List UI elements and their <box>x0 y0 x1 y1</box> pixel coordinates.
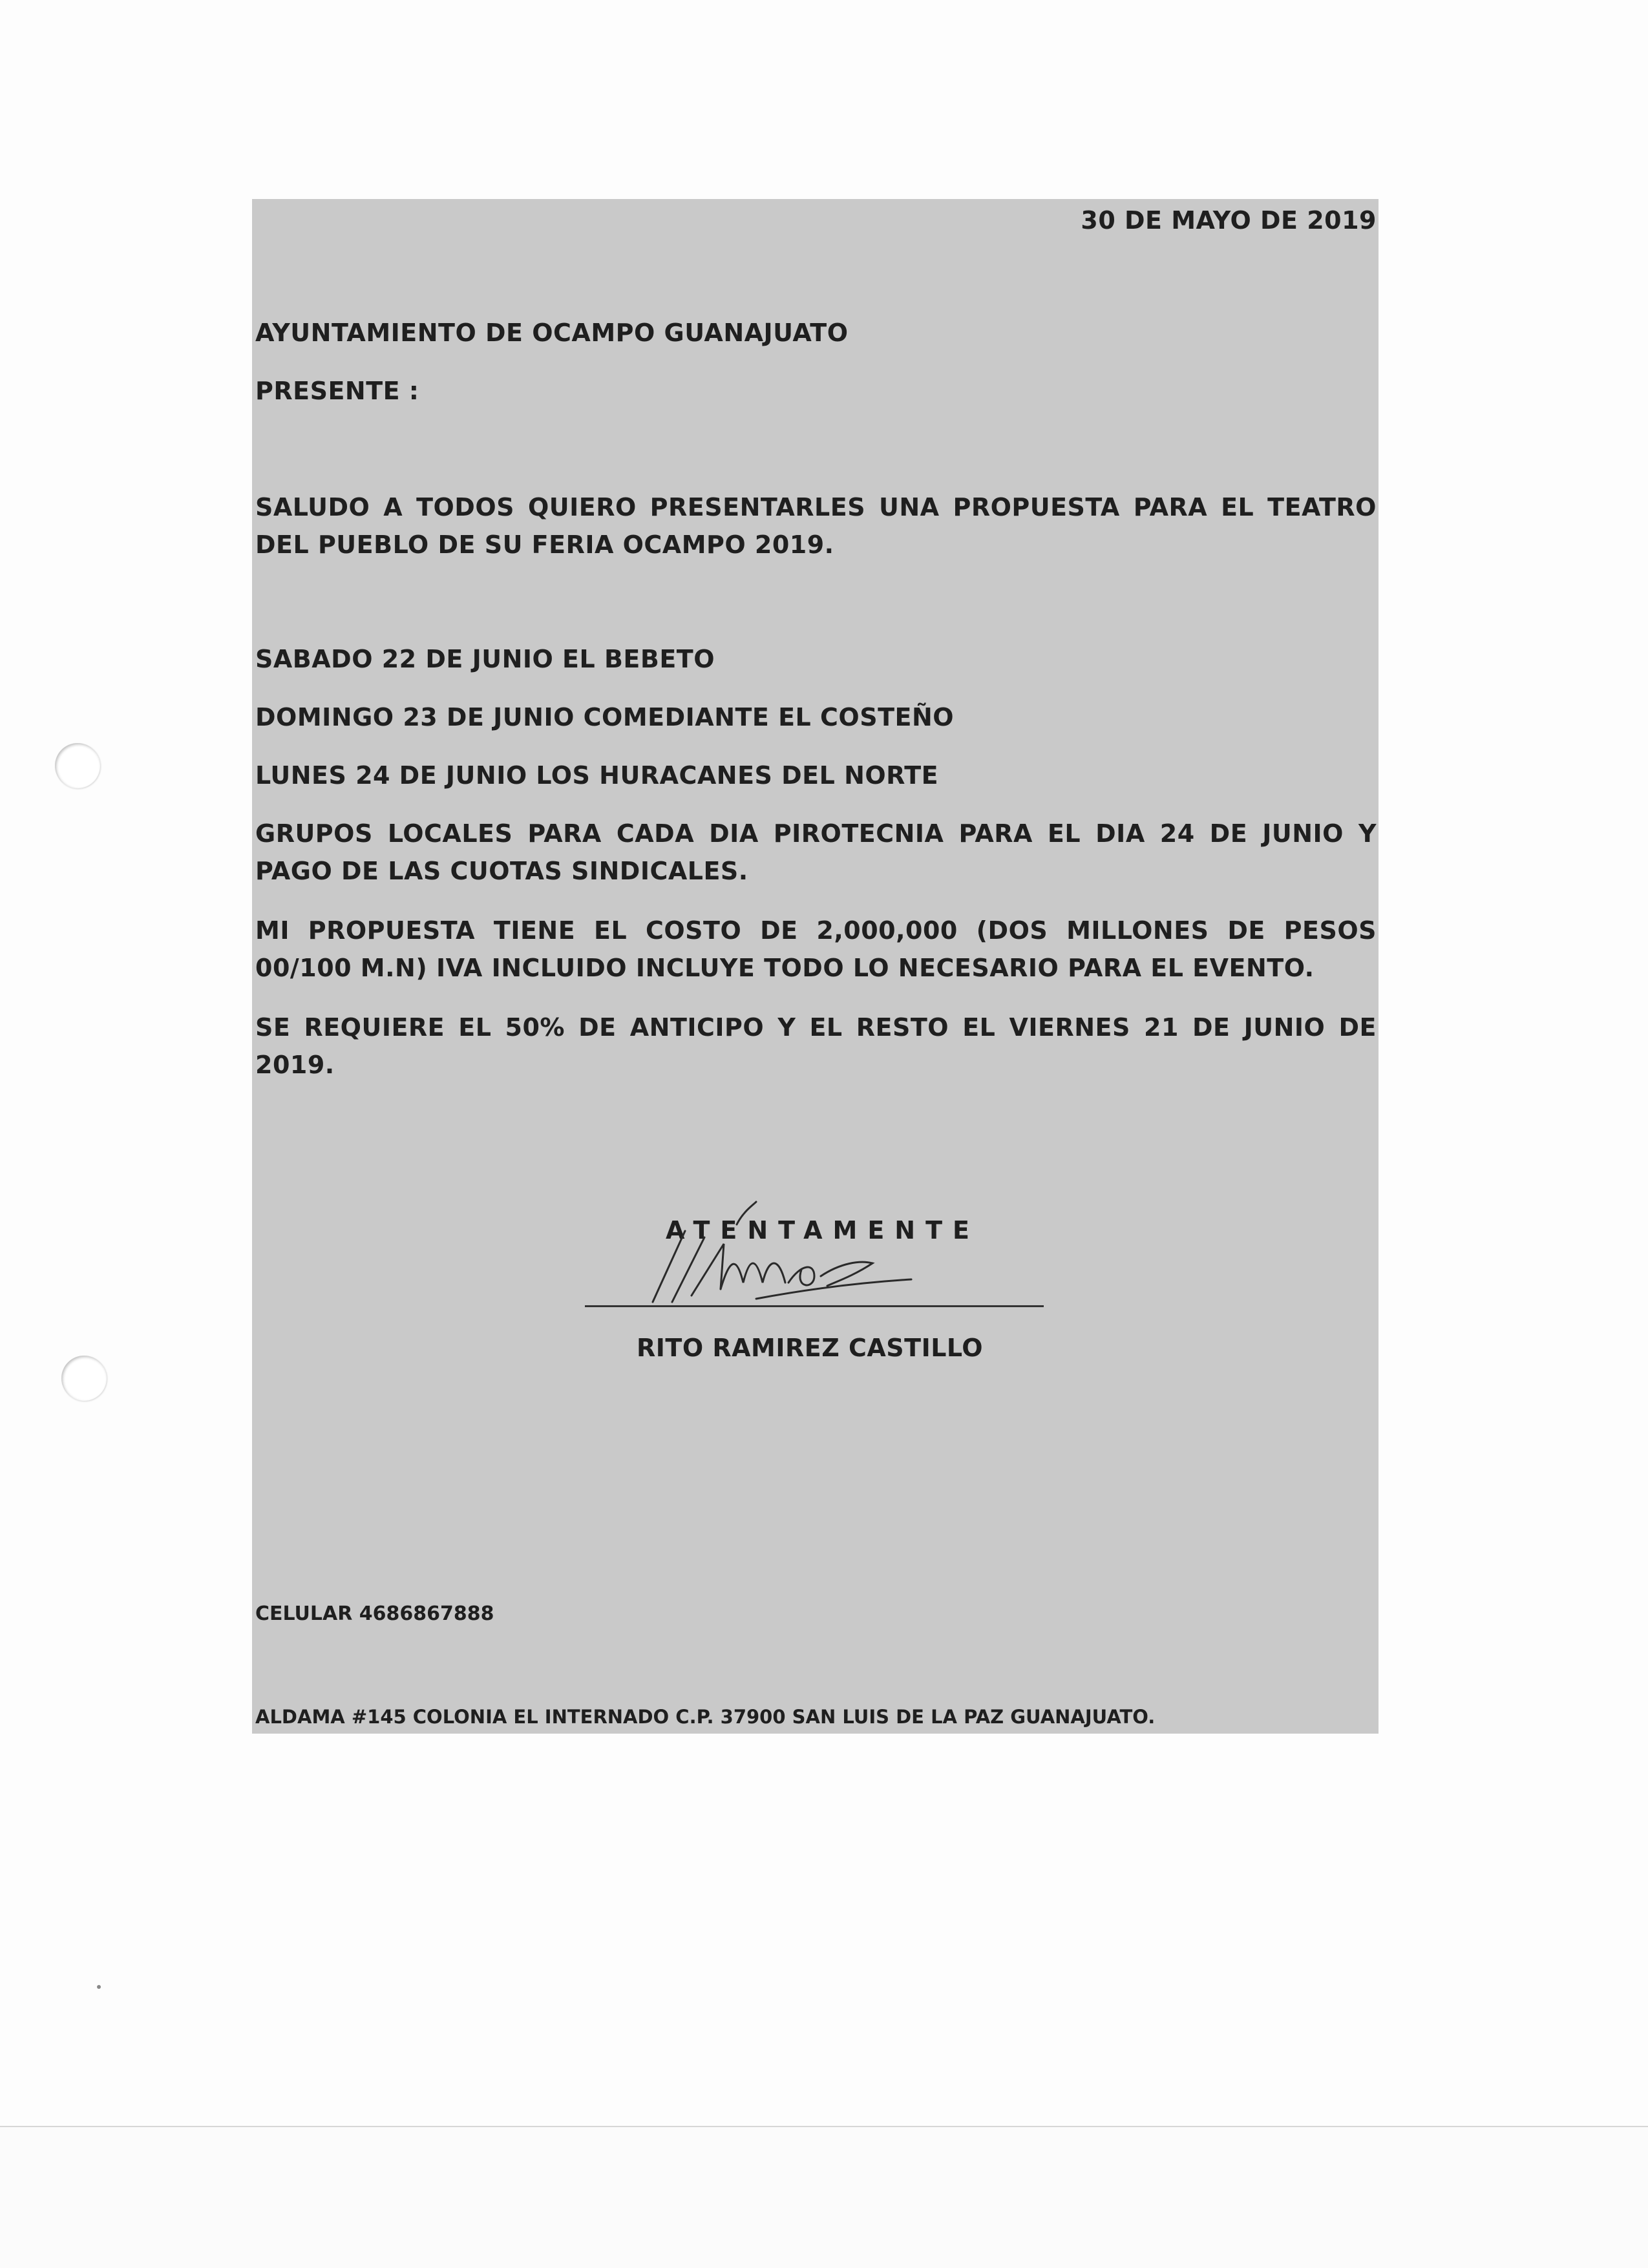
sender-address: ALDAMA #145 COLONIA EL INTERNADO C.P. 37900 SAN LUIS DE LA PAZ GUANAJUATO. <box>255 1706 1156 1728</box>
signature-icon <box>640 1192 950 1321</box>
paragraph-advance: SE REQUIERE EL 50% DE ANTICIPO Y EL RESTO EL VIERNES 21 DE JUNIO DE 2019. <box>255 1013 1377 1079</box>
letter-addressee: AYUNTAMIENTO DE OCAMPO GUANAJUATO <box>255 319 849 347</box>
letter-date: 30 DE MAYO DE 2019 <box>1081 206 1377 235</box>
signature-line <box>585 1305 1044 1307</box>
paragraph-intro: SALUDO A TODOS QUIERO PRESENTARLES UNA PROPUESTA PARA EL TEATRO DEL PUEBLO DE SU FERIA OCAMPO 2019. <box>255 493 1377 559</box>
signer-name: RITO RAMIREZ CASTILLO <box>637 1334 984 1362</box>
paragraph-cost: MI PROPUESTA TIENE EL COSTO DE 2,000,000 (DOS MILLONES DE PESOS 00/100 M.N) IVA INCLUIDO INCLUYE TODO LO NECESARIO PARA EL EVENTO. <box>255 916 1377 982</box>
punch-hole <box>55 743 100 788</box>
paragraph-saturday: SABADO 22 DE JUNIO EL BEBETO <box>255 645 715 673</box>
phone-number: CELULAR 4686867888 <box>255 1602 494 1625</box>
scan-speck <box>97 1985 101 1989</box>
paragraph-monday: LUNES 24 DE JUNIO LOS HURACANES DEL NORTE <box>255 761 939 790</box>
letter-greeting: PRESENTE : <box>255 377 419 405</box>
punch-hole <box>61 1356 107 1401</box>
paragraph-local-groups: GRUPOS LOCALES PARA CADA DIA PIROTECNIA PARA EL DIA 24 DE JUNIO Y PAGO DE LAS CUOTAS SINDICALES. <box>255 819 1377 885</box>
paragraph-sunday: DOMINGO 23 DE JUNIO COMEDIANTE EL COSTEÑO <box>255 703 955 731</box>
closing: ATENTAMENTE <box>666 1216 980 1244</box>
